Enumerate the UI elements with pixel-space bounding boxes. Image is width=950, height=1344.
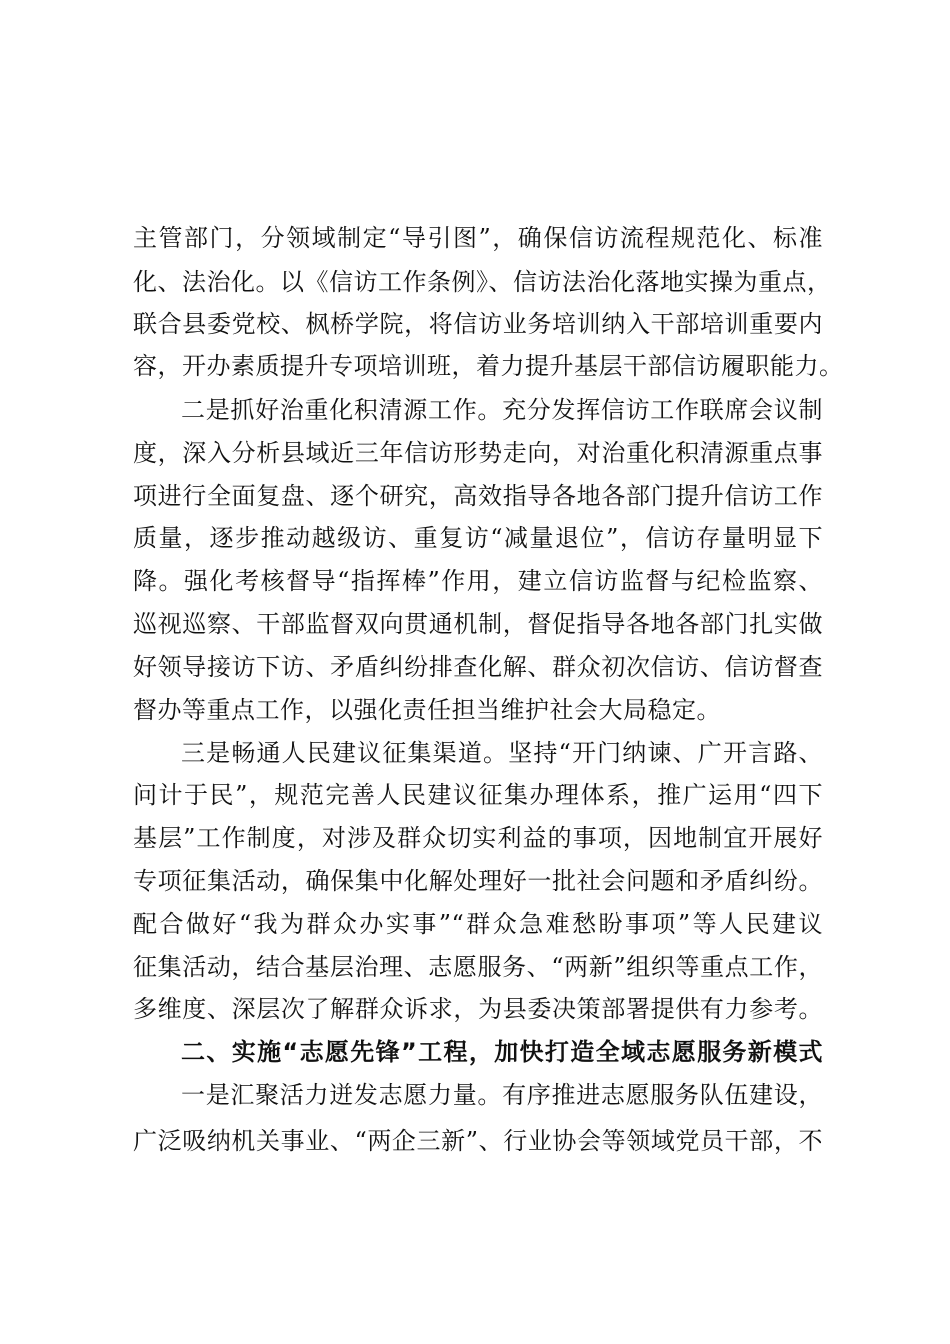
text-line: 主管部门，分领域制定“导引图”，确保信访流程规范化、标准 xyxy=(133,224,823,252)
text-line: 项进行全面复盘、逐个研究，高效指导各地各部门提升信访工作 xyxy=(133,482,823,510)
text-line: 联合县委党校、枫桥学院，将信访业务培训纳入干部培训重要内 xyxy=(133,310,823,338)
paragraph-first-line: 一是汇聚活力迸发志愿力量。有序推进志愿服务队伍建设， xyxy=(181,1081,823,1109)
text-line: 征集活动，结合基层治理、志愿服务、“两新”组织等重点工作， xyxy=(133,953,823,981)
text-line: 广泛吸纳机关事业、“两企三新”、行业协会等领域党员干部，不 xyxy=(133,1127,823,1155)
text-line: 配合做好“我为群众办实事”“群众急难愁盼事项”等人民建议 xyxy=(133,910,823,938)
text-line: 降。强化考核督导“指挥棒”作用，建立信访监督与纪检监察、 xyxy=(133,567,823,595)
section-heading: 二、实施“志愿先锋”工程，加快打造全域志愿服务新模式 xyxy=(181,1038,823,1066)
paragraph-first-line: 二是抓好治重化积清源工作。充分发挥信访工作联席会议制 xyxy=(181,396,823,424)
paragraph-first-line: 三是畅通人民建议征集渠道。坚持“开门纳谏、广开言路、 xyxy=(181,739,823,767)
text-line: 质量，逐步推动越级访、重复访“减量退位”，信访存量明显下 xyxy=(133,524,823,552)
text-line: 基层”工作制度，对涉及群众切实利益的事项，因地制宜开展好 xyxy=(133,824,823,852)
text-line: 化、法治化。以《信访工作条例》、信访法治化落地实操为重点， xyxy=(133,268,832,296)
text-line: 专项征集活动，确保集中化解处理好一批社会问题和矛盾纠纷。 xyxy=(133,867,823,895)
text-line: 巡视巡察、干部监督双向贯通机制，督促指导各地各部门扎实做 xyxy=(133,610,823,638)
text-line: 督办等重点工作，以强化责任担当维护社会大局稳定。 xyxy=(133,696,721,724)
text-line: 问计于民”，规范完善人民建议征集办理体系，推广运用“四下 xyxy=(133,781,823,809)
text-line: 多维度、深层次了解群众诉求，为县委决策部署提供有力参考。 xyxy=(133,995,823,1023)
text-line: 度，深入分析县域近三年信访形势走向，对治重化积清源重点事 xyxy=(133,439,823,467)
text-line: 好领导接访下访、矛盾纠纷排查化解、群众初次信访、信访督查 xyxy=(133,653,823,681)
text-line: 容，开办素质提升专项培训班，着力提升基层干部信访履职能力。 xyxy=(133,352,844,380)
